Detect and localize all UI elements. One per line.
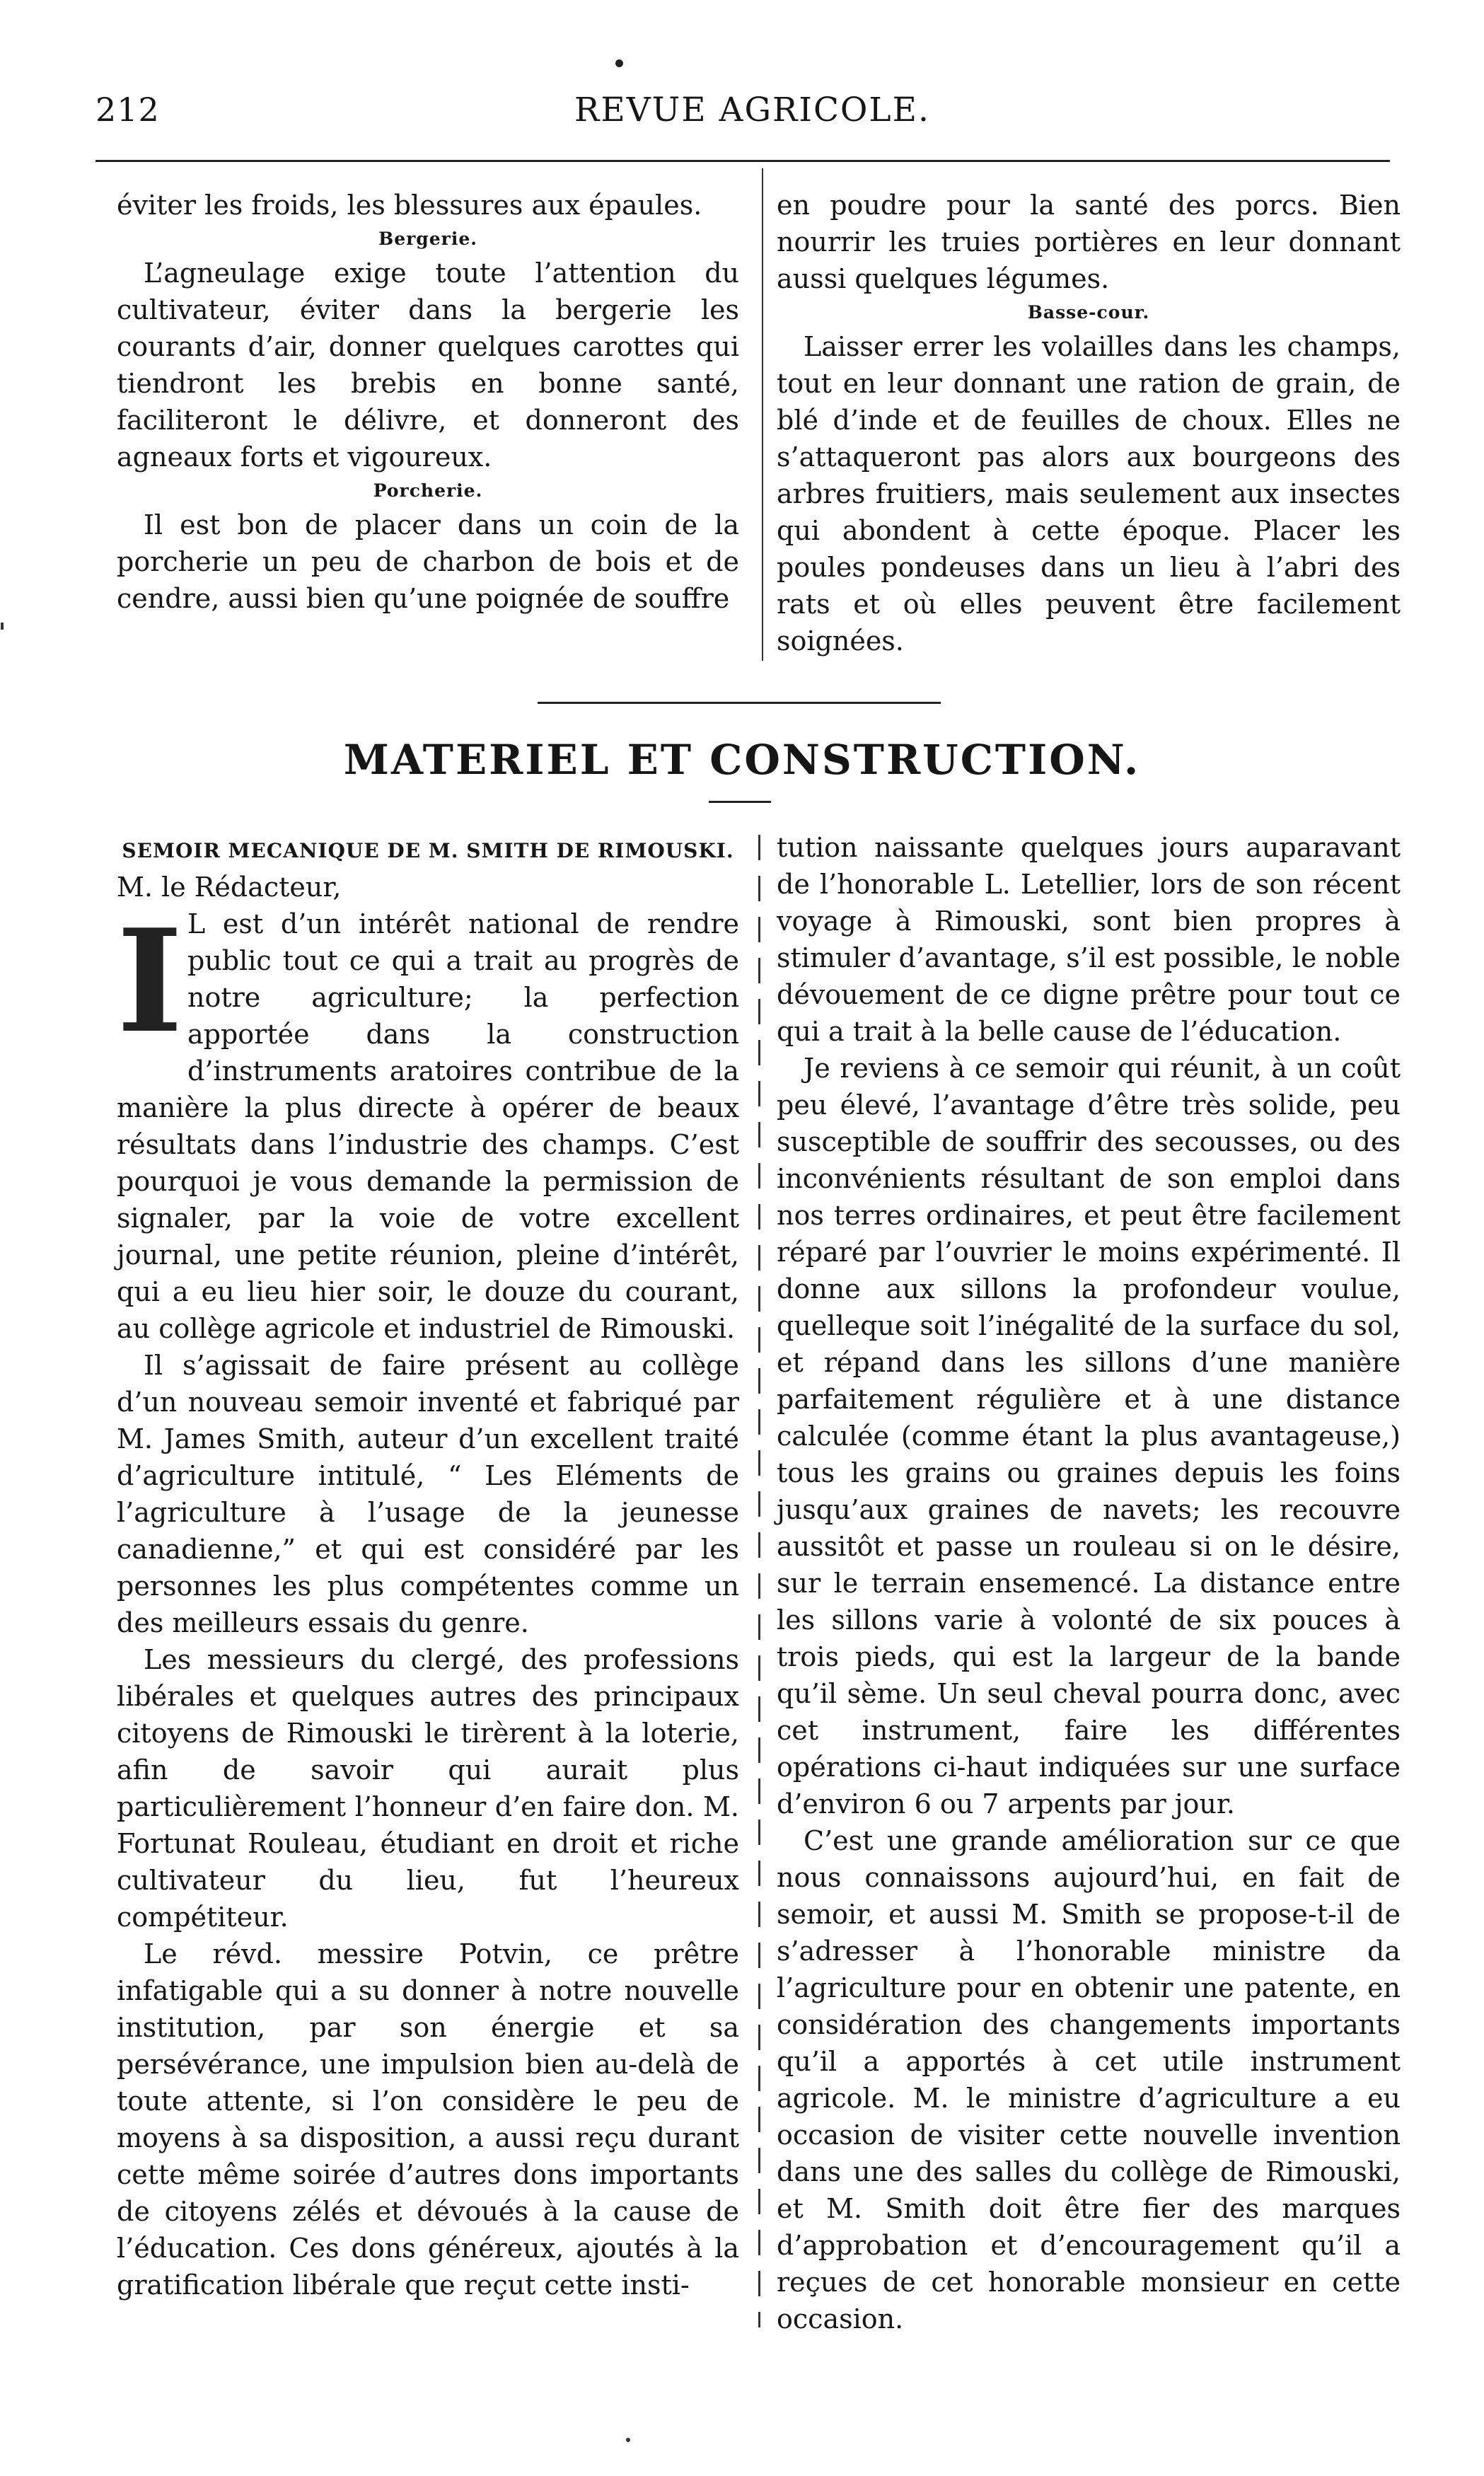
paragraph-porcherie: Il est bon de placer dans un coin de la porcherie un peu de charbon de bois et de cendre, aussi bien qu’une poignée de souffre [117,509,739,614]
paragraph-bergerie: L’agneulage exige toute l’attention du cultivateur, éviter dans la bergerie les courants d’air, donner quelques carottes qui tiendront les brebis en bonne santé, faciliteront le délivre, et donneront des agneaux forts et vigoureux. [117,258,739,473]
article-paragraph-1: L est d’un intérêt national de rendre public tout ce qui a trait au progrès de notre agriculture; la perfection apportée dans la construction d’instruments aratoires contribue de la manière la plus directe à opérer de beaux résultats dans l’industrie des champs. C’est pourquoi je vous demande la permission de signaler, par la voie de votre excellent journal, une petite réunion, pleine d’intérêt, qui a eu lieu hier soir, le douze du courant, au collège agricole et industriel de Rimouski. [117,908,739,1344]
section-rule [538,702,941,704]
column-divider-bottom [758,835,760,2327]
top-right-column [777,187,1401,659]
journal-title: REVUE AGRICOLE. [574,91,930,129]
continuation-text: éviter les froids, les blessures aux épaules. [117,190,702,221]
article-right-column [777,829,1401,2337]
paragraph-basse-cour: Laisser errer les volailles dans les champs, tout en leur donnant une ration de grain, de blé d’inde et de feuilles de choux. Elles ne s’attaqueront pas alors aux bourgeons des arbres fruitiers, mais seulement aux insectes qui abondent à cette époque. Placer les poules pondeuses dans un lieu à l’abri des rats et où elles peuvent être facilement soignées. [777,331,1401,656]
section-dash [709,801,771,803]
header-rule [95,160,1390,162]
article-paragraph-6: Je reviens à ce semoir qui réunit, à un coût peu élevé, l’avantage d’être très solide, peu susceptible de souffrir des secousses, ou des inconvénients résultant de son emploi dans nos terres ordinaires, et peut être facilement réparé par l’ouvrier le moins expérimenté. Il donne aux sillons la profondeur voulue, quelleque soit l’inégalité de la surface du sol, et répand dans les sillons d’une manière parfaitement régulière et à une distance calculée (comme étant la plus avantageuse,) tous les grains ou graines depuis les foins jusqu’aux graines de navets; les recouvre aussitôt et passe un rouleau si on le désire, sur le terrain ensemencé. La distance entre les sillons varie à volonté de six pouces à trois pieds, qui est la largeur de la bande qu’il sème. Un seul cheval pourra donc, avec cet instrument, faire les différentes opérations ci-haut indiquées sur une surface d’environ 6 ou 7 arpents par jour. [777,1053,1401,1820]
continuation-text: en poudre pour la santé des porcs. Bien nourrir les truies portières en leur donnant aussi quelques légumes. [777,190,1401,294]
article-paragraph-3: Les messieurs du clergé, des professions libérales et quelques autres des principaux citoyens de Rimouski le tirèrent à la loterie, afin de savoir qui aurait plus particulièrement l’honneur d’en faire don. M. Fortunat Rouleau, étudiant en droit et riche cultivateur du lieu, fut l’heureux compétiteur. [117,1644,739,1933]
ink-dot [615,59,623,67]
page-number: 212 [95,91,160,129]
subheading-basse-cour: Basse-cour. [1027,302,1150,323]
margin-mark [1,623,4,630]
article-left-column [117,829,739,2303]
subheading-bergerie: Bergerie. [378,228,477,249]
salutation: M. le Rédacteur, [117,872,342,903]
ink-dot-bottom [626,2438,630,2442]
dropcap-ornament: I [117,898,183,1065]
subheading-porcherie: Porcherie. [373,480,483,501]
article-paragraph-2: Il s’agissait de faire présent au collège d’un nouveau semoir inventé et fabriqué par M. James Smith, auteur d’un excellent traité d’agriculture intitulé, “ Les Eléments de l’agriculture à l’usage de la jeunesse canadienne,” et qui est considéré par les personnes les plus compétentes comme un des meilleurs essais du genre. [117,1350,739,1638]
article-title: SEMOIR MECANIQUE DE M. SMITH DE RIMOUSKI. [122,839,734,862]
article-paragraph-5: tution naissante quelques jours auparavant de l’honorable L. Letellier, lors de son récent voyage à Rimouski, sont bien propres à stimuler d’avantage, s’il est possible, le noble dévouement de ce digne prêtre pour tout ce qui a trait à la belle cause de l’éducation. [777,832,1401,1047]
article-paragraph-4: Le révd. messire Potvin, ce prêtre infatigable qui a su donner à notre nouvelle institution, par son énergie et sa persévérance, une impulsion bien au-delà de toute attente, si l’on considère le peu de moyens à sa disposition, a aussi reçu durant cette même soirée d’autres dons importants de citoyens zélés et dévoués à la cause de l’éducation. Ces dons généreux, ajoutés à la gratification libérale que reçut cette insti- [117,1938,739,2301]
section-title: MATERIEL ET CONSTRUCTION. [343,736,1141,784]
top-left-column [117,187,739,617]
article-paragraph-7: C’est une grande amélioration sur ce que nous connaissons aujourd’hui, en fait de semoir, et aussi M. Smith se propose-t-il de s’adresser à l’honorable ministre da l’agriculture pour en obtenir une patente, en considération des changements importants qu’il a apportés à cet utile instrument agricole. M. le ministre d’agriculture a eu occasion de visiter cette nouvelle invention dans une des salles du collège de Rimouski, et M. Smith doit être fier des marques d’approbation et d’encouragement qu’il a reçues de cet honorable monsieur en cette occasion. [777,1825,1401,2335]
column-divider-top [762,168,763,661]
